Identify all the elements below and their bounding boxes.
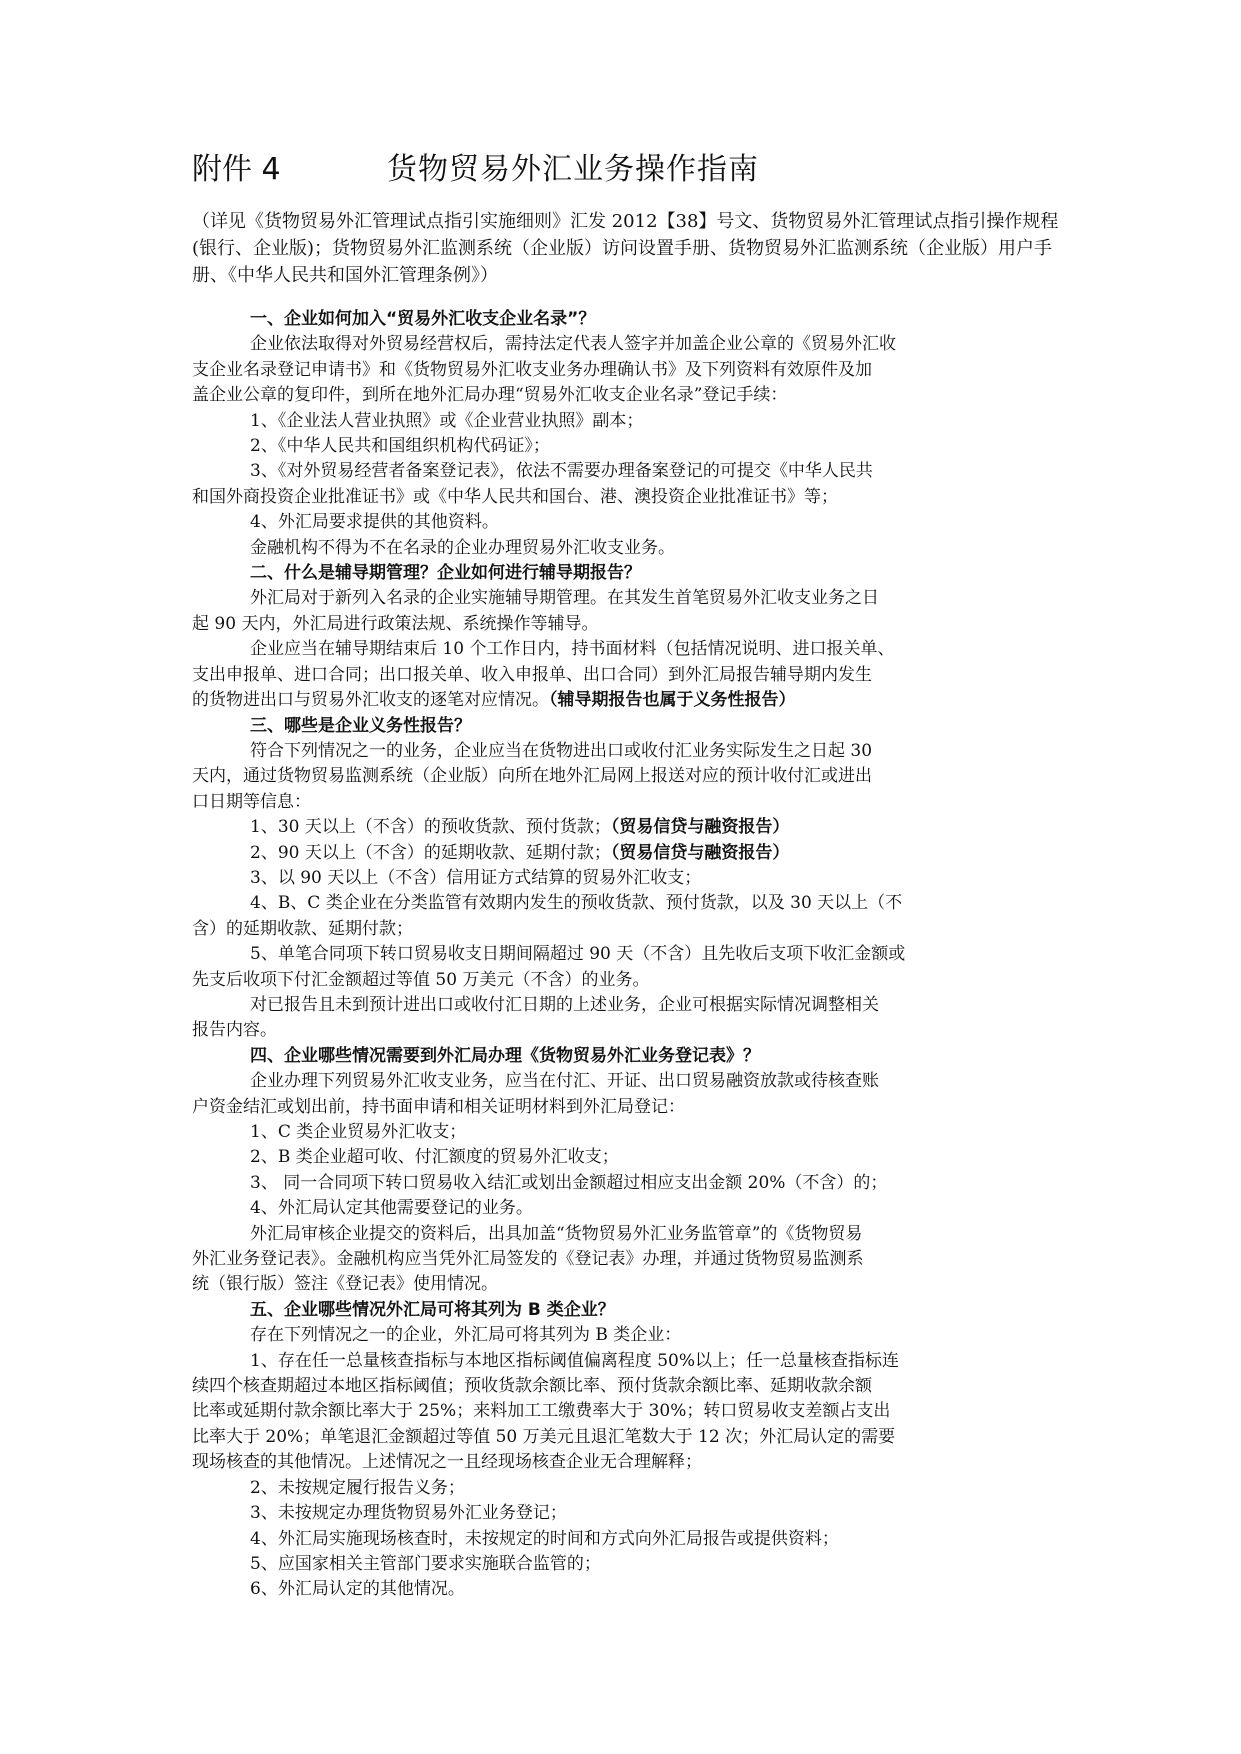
line-text: 盖企业公章的复印件，到所在地外汇局办理“贸易外汇收支企业名录”登记手续： bbox=[192, 385, 788, 406]
continuation-line bbox=[192, 917, 1062, 942]
paragraph-line bbox=[192, 993, 1062, 1018]
line-text: 3、以 90 天以上（不含）信用证方式结算的贸易外汇收支； bbox=[250, 867, 702, 888]
line-text: 金融机构不得为不在名录的企业办理贸易外汇收支业务。 bbox=[250, 537, 675, 558]
continuation-line bbox=[192, 1272, 1062, 1297]
line-text: 五、企业哪些情况外汇局可将其列为 B 类企业？ bbox=[250, 1299, 615, 1320]
continuation-line bbox=[192, 485, 1062, 510]
line-text: 2、未按规定履行报告义务； bbox=[250, 1477, 465, 1498]
paragraph-line bbox=[192, 332, 1062, 357]
list-item-line bbox=[192, 866, 1062, 891]
line-text: 支出申报单、进口合同；出口报关单、收入申报单、出口合同）到外汇局报告辅导期内发生 bbox=[192, 664, 872, 685]
continuation-line bbox=[192, 1399, 1062, 1424]
line-text: 户资金结汇或划出前，持书面申请和相关证明材料到外汇局登记： bbox=[192, 1096, 685, 1117]
document-title: 货物贸易外汇业务操作指南 bbox=[387, 152, 759, 187]
line-text: 企业应当在辅导期结束后 10 个工作日内，持书面材料（包括情况说明、进口报关单、 bbox=[250, 639, 895, 660]
continuation-line bbox=[192, 1374, 1062, 1399]
line-text: 四、企业哪些情况需要到外汇局办理《货物贸易外汇业务登记表》？ bbox=[250, 1045, 760, 1066]
list-item-line bbox=[192, 1501, 1062, 1526]
line-text: 1、《企业法人营业执照》或《企业营业执照》副本； bbox=[250, 410, 644, 431]
line-text: 续四个核查期超过本地区指标阈值；预收货款余额比率、预付货款余额比率、延期收款余额 bbox=[192, 1376, 872, 1397]
paragraph-line bbox=[192, 1069, 1062, 1094]
line-text: 5、单笔合同项下转口贸易收支日期间隔超过 90 天（不含）且先收后支项下收汇金额或 bbox=[250, 944, 906, 965]
line-text: 二、什么是辅导期管理？企业如何进行辅导期报告？ bbox=[250, 563, 641, 584]
line-text: 2、《中华人民共和国组织机构代码证》； bbox=[250, 436, 550, 457]
list-item-line bbox=[192, 841, 1062, 866]
list-item-line bbox=[192, 1196, 1062, 1221]
line-text: 1、30 天以上（不含）的预收货款、预付货款； bbox=[250, 817, 611, 838]
line-text: 3、未按规定办理货物贸易外汇业务登记； bbox=[250, 1503, 567, 1524]
line-text: 口日期等信息： bbox=[192, 791, 311, 812]
line-text: 外汇局对于新列入名录的企业实施辅导期管理。在其发生首笔贸易外汇收支业务之日 bbox=[250, 588, 879, 609]
list-item-line bbox=[192, 510, 1062, 535]
line-text: 比率大于 20%；单笔退汇金额超过等值 50 万美元且退汇笔数大于 12 次；外汇局认定的需要 bbox=[192, 1426, 896, 1447]
line-text: 比率或延期付款余额比率大于 25%；来料加工工缴费率大于 30%；转口贸易收支差额占支出 bbox=[192, 1401, 891, 1422]
line-text: 现场核查的其他情况。上述情况之一且经现场核查企业无合理解释； bbox=[192, 1452, 702, 1473]
continuation-line bbox=[192, 968, 1062, 993]
line-text: 起 90 天内，外汇局进行政策法规、系统操作等辅导。 bbox=[192, 613, 599, 634]
section-heading bbox=[192, 714, 1062, 739]
line-text: 对已报告且未到预计进出口或收付汇日期的上述业务，企业可根据实际情况调整相关 bbox=[250, 994, 879, 1015]
line-text: 含）的延期收款、延期付款； bbox=[192, 918, 413, 939]
list-item-line bbox=[192, 891, 1062, 916]
line-text: 存在下列情况之一的企业，外汇局可将其列为 B 类企业： bbox=[250, 1325, 682, 1346]
list-item-line bbox=[192, 459, 1062, 484]
line-text: 1、C 类企业贸易外汇收支； bbox=[250, 1122, 467, 1142]
line-text: 统（银行版）签注《登记表》使用情况。 bbox=[192, 1274, 498, 1295]
list-item-line bbox=[192, 1476, 1062, 1501]
bold-annotation: （辅导期报告也属于义务性报告） bbox=[549, 690, 796, 711]
continuation-line bbox=[192, 790, 1062, 815]
paragraph-line bbox=[192, 1323, 1062, 1348]
line-text: 企业依法取得对外贸易经营权后，需持法定代表人签字并加盖企业公章的《贸易外汇收 bbox=[250, 334, 896, 355]
list-item-line bbox=[192, 536, 1062, 561]
line-text: 的货物进出口与贸易外汇收支的逐笔对应情况。 bbox=[192, 690, 549, 711]
bold-annotation: （贸易信贷与融资报告） bbox=[610, 842, 790, 863]
list-item-line bbox=[192, 1577, 1062, 1602]
list-item-line bbox=[192, 1552, 1062, 1577]
line-text: 2、B 类企业超可收、付汇额度的贸易外汇收支； bbox=[250, 1147, 619, 1168]
section-heading bbox=[192, 561, 1062, 586]
continuation-line bbox=[192, 612, 1062, 637]
document-page bbox=[192, 150, 1062, 1603]
continuation-line bbox=[192, 688, 1062, 713]
continuation-line bbox=[192, 383, 1062, 408]
line-text: 6、外汇局认定的其他情况。 bbox=[250, 1579, 465, 1600]
line-text: 企业办理下列贸易外汇收支业务，应当在付汇、开证、出口贸易融资放款或待核查账 bbox=[250, 1071, 879, 1092]
continuation-line bbox=[192, 1450, 1062, 1475]
list-item-line bbox=[192, 942, 1062, 967]
list-item-line bbox=[192, 1349, 1062, 1374]
document-body bbox=[192, 307, 1062, 1603]
continuation-line bbox=[192, 1095, 1062, 1120]
section-heading bbox=[192, 1298, 1062, 1323]
line-text: 外汇业务登记表》。金融机构应当凭外汇局签发的《登记表》办理，并通过货物贸易监测系 bbox=[192, 1249, 864, 1270]
continuation-line bbox=[192, 764, 1062, 789]
line-text: 三、哪些是企业义务性报告？ bbox=[250, 715, 471, 736]
title-row bbox=[192, 150, 1062, 190]
line-text: 2、90 天以上（不含）的延期收款、延期付款； bbox=[250, 842, 611, 863]
line-text: 符合下列情况之一的业务，企业应当在货物进出口或收付汇业务实际发生之日起 30 bbox=[250, 740, 873, 761]
continuation-line bbox=[192, 1425, 1062, 1450]
attachment-label: 附件 4 bbox=[192, 152, 281, 187]
line-text: 5、应国家相关主管部门要求实施联合监管的； bbox=[250, 1553, 601, 1574]
line-text: 支企业名录登记申请书》和《货物贸易外汇收支业务办理确认书》及下列资料有效原件及加 bbox=[192, 359, 872, 380]
line-text: 4、外汇局认定其他需要登记的业务。 bbox=[250, 1198, 533, 1219]
line-text: 3、 同一合同项下转口贸易收入结汇或划出金额超过相应支出金额 20%（不含）的； bbox=[250, 1172, 888, 1193]
list-item-line bbox=[192, 815, 1062, 840]
bold-annotation: （贸易信贷与融资报告） bbox=[610, 817, 790, 838]
line-text: 4、外汇局要求提供的其他资料。 bbox=[250, 512, 499, 533]
line-text: 天内，通过货物贸易监测系统（企业版）向所在地外汇局网上报送对应的预计收付汇或进出 bbox=[192, 766, 872, 787]
paragraph-line bbox=[192, 739, 1062, 764]
line-text: 外汇局审核企业提交的资料后，出具加盖“货物贸易外汇业务监管章”的《货物贸易 bbox=[250, 1223, 863, 1244]
line-text: 4、B、C 类企业在分类监管有效期内发生的预收货款、预付货款，以及 30 天以上（不 bbox=[250, 893, 903, 914]
paragraph-line bbox=[192, 586, 1062, 611]
list-item-line bbox=[192, 409, 1062, 434]
continuation-line bbox=[192, 663, 1062, 688]
line-text: 和国外商投资企业批准证书》或《中华人民共和国台、港、澳投资企业批准证书》等； bbox=[192, 486, 838, 507]
list-item-line bbox=[192, 1145, 1062, 1170]
line-text: 3、《对外贸易经营者备案登记表》，依法不需要办理备案登记的可提交《中华人民共 bbox=[250, 461, 873, 482]
list-item-line bbox=[192, 1171, 1062, 1196]
paragraph-line bbox=[192, 1222, 1062, 1247]
paragraph-line bbox=[192, 637, 1062, 662]
list-item-line bbox=[192, 1120, 1062, 1145]
continuation-line bbox=[192, 1247, 1062, 1272]
list-item-line bbox=[192, 434, 1062, 459]
list-item-line bbox=[192, 1527, 1062, 1552]
section-heading bbox=[192, 307, 1062, 332]
section-heading bbox=[192, 1044, 1062, 1069]
line-text: 4、外汇局实施现场核查时，未按规定的时间和方式向外汇局报告或提供资料； bbox=[250, 1528, 839, 1549]
continuation-line bbox=[192, 1018, 1062, 1043]
reference-note: （详见《货物贸易外汇管理试点指引实施细则》汇发 2012【38】号文、货物贸易外汇管理试点指引操作规程(银行、企业版)；货物贸易外汇监测系统（企业版）访问设置手册、货物贸易外汇监测系统（企业版）用户手册、《中华人民共和国外汇管理条例》） bbox=[192, 211, 1059, 286]
line-text: 报告内容。 bbox=[192, 1020, 277, 1041]
continuation-line bbox=[192, 358, 1062, 383]
line-text: 先支后收项下付汇金额超过等值 50 万美元（不含）的业务。 bbox=[192, 969, 650, 990]
line-text: 1、存在任一总量核查指标与本地区指标阈值偏离程度 50%以上；任一总量核查指标连 bbox=[250, 1350, 900, 1371]
line-text: 一、企业如何加入“贸易外汇收支企业名录”？ bbox=[250, 309, 596, 329]
